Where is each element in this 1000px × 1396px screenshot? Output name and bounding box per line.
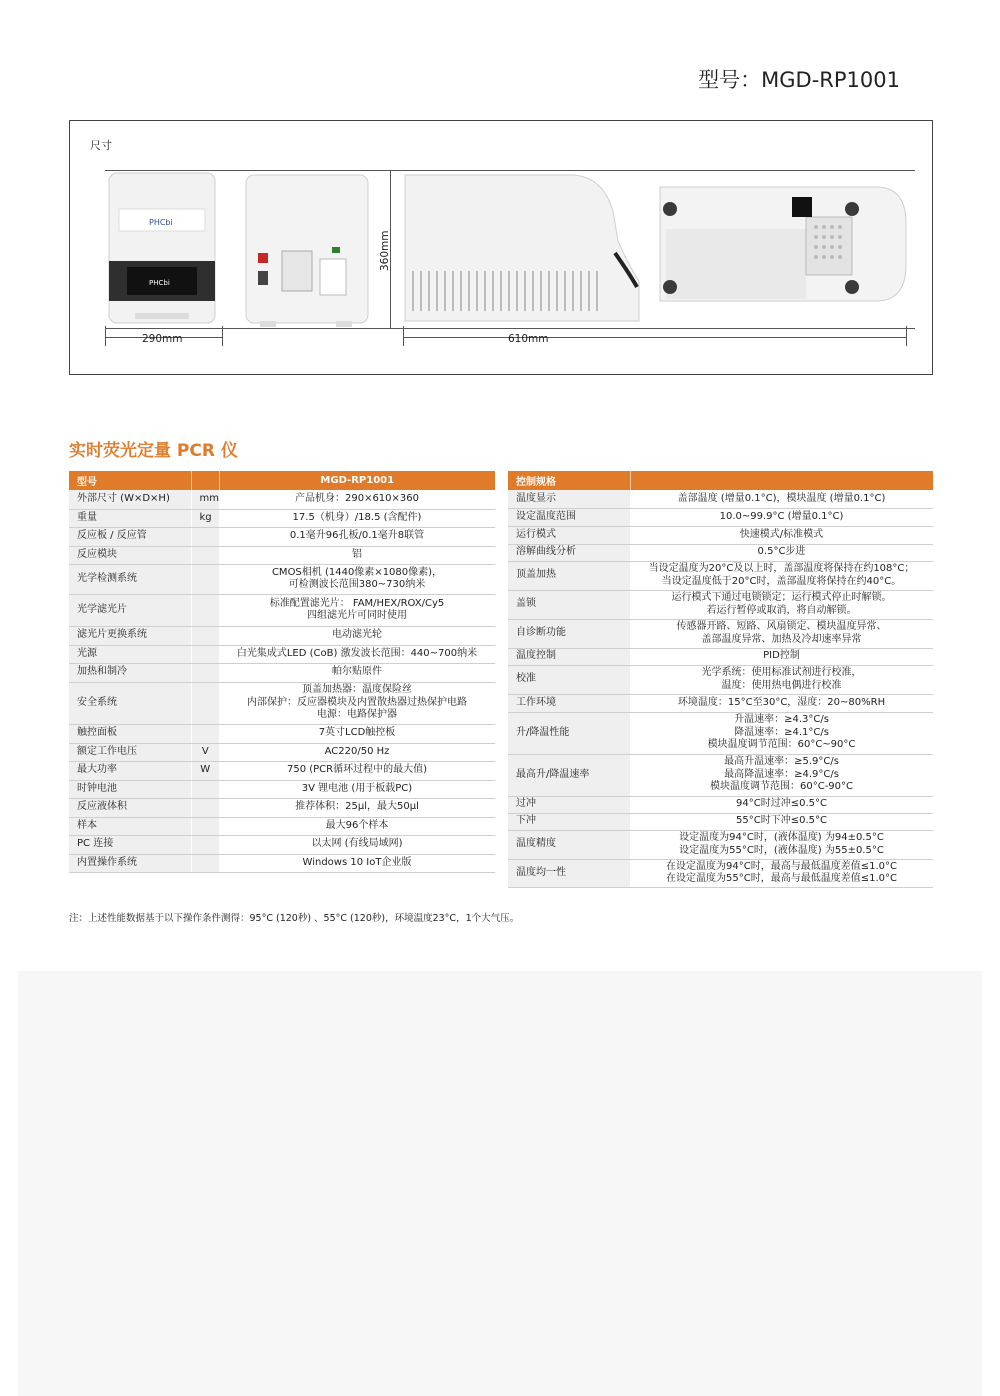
spec-unit — [191, 546, 219, 564]
spec-unit — [191, 780, 219, 798]
spec-value: 白光集成式LED (CoB) 激发波长范围：440~700纳米 — [219, 645, 495, 663]
control-value: 传感器开路、短路、风扇锁定、模块温度异常、 盖部温度异常、加热及冷却速率异常 — [630, 619, 933, 648]
header-unit — [191, 471, 219, 490]
spec-unit: W — [191, 761, 219, 780]
control-key: 设定温度范围 — [508, 508, 630, 526]
spec-table-right — [508, 471, 933, 888]
spec-key: 重量 — [69, 509, 191, 527]
table-row — [508, 712, 933, 754]
spec-value: 帕尔贴原件 — [219, 663, 495, 682]
table-row — [508, 619, 933, 648]
spec-key: 反应板 / 反应管 — [69, 527, 191, 546]
front-view-image — [105, 171, 220, 329]
control-key: 溶解曲线分析 — [508, 544, 630, 561]
depth-dimension: 610mm — [508, 333, 549, 345]
table-row — [508, 526, 933, 544]
control-value: PID控制 — [630, 648, 933, 665]
section-title: 实时荧光定量 PCR 仪 — [69, 441, 238, 461]
spec-unit — [191, 527, 219, 546]
spec-value: 推荐体积：25μl，最大50μl — [219, 798, 495, 817]
control-value: 0.5°C步进 — [630, 544, 933, 561]
spec-key: 光源 — [69, 645, 191, 663]
spec-unit — [191, 682, 219, 724]
spec-unit — [191, 835, 219, 854]
spec-value: 标准配置滤光片： FAM/HEX/ROX/Cy5 四组滤光片可同时使用 — [219, 594, 495, 626]
front-logo: PHCbi — [149, 218, 173, 227]
table-row — [69, 509, 495, 527]
spec-value: Windows 10 IoT企业版 — [219, 854, 495, 872]
table-row — [69, 564, 495, 594]
table-row — [69, 817, 495, 835]
spec-value: 3V 锂电池 (用于板载PC) — [219, 780, 495, 798]
table-row — [69, 663, 495, 682]
spec-value: 电动滤光轮 — [219, 626, 495, 645]
spec-key: 时钟电池 — [69, 780, 191, 798]
control-key: 工作环境 — [508, 694, 630, 712]
control-key: 顶盖加热 — [508, 561, 630, 590]
control-value: 55°C时下冲≤0.5°C — [630, 813, 933, 830]
table-row — [69, 527, 495, 546]
table-row — [69, 835, 495, 854]
bottom-view-image — [656, 183, 908, 305]
width-dimension: 290mm — [142, 333, 183, 345]
control-value: 设定温度为94°C时，(液体温度) 为94±0.5°C 设定温度为55°C时，(液体温度) 为55±0.5°C — [630, 830, 933, 859]
spec-unit — [191, 663, 219, 682]
spec-value: 7英寸LCD触控板 — [219, 724, 495, 743]
control-value: 运行模式下通过电锁锁定；运行模式停止时解锁。 若运行暂停或取消，将自动解锁。 — [630, 590, 933, 619]
control-value: 在设定温度为94°C时，最高与最低温度差值≤1.0°C 在设定温度为55°C时，最高与最低温度差值≤1.0°C — [630, 859, 933, 887]
spec-unit — [191, 564, 219, 594]
control-value: 94°C时过冲≤0.5°C — [630, 796, 933, 813]
control-value: 环境温度：15°C至30°C，湿度：20~80%RH — [630, 694, 933, 712]
spec-key: 安全系统 — [69, 682, 191, 724]
spec-unit — [191, 645, 219, 663]
table-row — [69, 626, 495, 645]
control-key: 盖锁 — [508, 590, 630, 619]
spec-key: 反应液体积 — [69, 798, 191, 817]
spec-unit — [191, 724, 219, 743]
spec-unit — [191, 798, 219, 817]
control-key: 温度均一性 — [508, 859, 630, 887]
header-control: 控制规格 — [508, 471, 630, 490]
control-key: 温度显示 — [508, 490, 630, 508]
spec-unit — [191, 594, 219, 626]
spec-value: 17.5（机身）/18.5 (含配件) — [219, 509, 495, 527]
table-row — [508, 490, 933, 508]
spec-table-left — [69, 471, 495, 873]
control-key: 温度精度 — [508, 830, 630, 859]
control-value: 光学系统：使用标准试剂进行校准， 温度：使用热电偶进行校准 — [630, 665, 933, 694]
screen-logo: PHCbi — [149, 279, 170, 287]
table-row — [508, 590, 933, 619]
table-row — [69, 798, 495, 817]
table-row — [508, 694, 933, 712]
dimension-label: 尺寸 — [90, 139, 112, 152]
header-model: MGD-RP1001 — [219, 471, 495, 490]
spec-value: 顶盖加热器：温度保险丝 内部保护：反应器模块及内置散热器过热保护电路 电源：电路保护器 — [219, 682, 495, 724]
control-value: 10.0~99.9°C (增量0.1°C) — [630, 508, 933, 526]
spec-value: 750 (PCR循环过程中的最大值) — [219, 761, 495, 780]
table-row — [69, 724, 495, 743]
spec-key: 光学滤光片 — [69, 594, 191, 626]
control-key: 校准 — [508, 665, 630, 694]
spec-key: 触控面板 — [69, 724, 191, 743]
table-row — [69, 490, 495, 509]
table-row — [508, 796, 933, 813]
table-row — [69, 682, 495, 724]
table-row — [508, 508, 933, 526]
spec-value: 产品机身：290×610×360 — [219, 490, 495, 509]
table-row — [69, 546, 495, 564]
control-key: 温度控制 — [508, 648, 630, 665]
blank-panel — [18, 971, 982, 1396]
spec-key: 额定工作电压 — [69, 743, 191, 761]
control-value: 当设定温度为20°C及以上时，盖部温度将保持在约108°C； 当设定温度低于20°C时，盖部温度将保持在约40°C。 — [630, 561, 933, 590]
control-key: 升/降温性能 — [508, 712, 630, 754]
control-key: 最高升/降温速率 — [508, 754, 630, 796]
control-key: 运行模式 — [508, 526, 630, 544]
control-key: 过冲 — [508, 796, 630, 813]
side-view-image — [403, 171, 643, 329]
spec-value: AC220/50 Hz — [219, 743, 495, 761]
table-row — [508, 813, 933, 830]
footnote: 注：上述性能数据基于以下操作条件测得：95°C (120秒) 、55°C (120秒)，环境温度23°C，1个大气压。 — [69, 913, 520, 924]
spec-key: 样本 — [69, 817, 191, 835]
table-row — [69, 780, 495, 798]
spec-key: 外部尺寸 (W×D×H) — [69, 490, 191, 509]
spec-value: 最大96个样本 — [219, 817, 495, 835]
spec-key: 光学检测系统 — [69, 564, 191, 594]
table-row — [69, 594, 495, 626]
spec-value: 0.1毫升96孔板/0.1毫升8联管 — [219, 527, 495, 546]
control-value: 快速模式/标准模式 — [630, 526, 933, 544]
spec-value: 以太网 (有线局域网) — [219, 835, 495, 854]
spec-unit — [191, 817, 219, 835]
table-row — [508, 830, 933, 859]
spec-value: CMOS相机 (1440像素×1080像素)， 可检测波长范围380~730纳米 — [219, 564, 495, 594]
table-row — [508, 665, 933, 694]
spec-unit: kg — [191, 509, 219, 527]
spec-key: 加热和制冷 — [69, 663, 191, 682]
table-row — [508, 544, 933, 561]
spec-key: 滤光片更换系统 — [69, 626, 191, 645]
model-title: 型号：MGD-RP1001 — [698, 68, 900, 92]
table-row — [508, 648, 933, 665]
table-row — [508, 859, 933, 887]
table-row — [508, 754, 933, 796]
control-value: 最高升温速率：≥5.9°C/s 最高降温速率：≥4.9°C/s 模块温度调节范围：60°C-90°C — [630, 754, 933, 796]
spec-key: PC 连接 — [69, 835, 191, 854]
table-row — [69, 743, 495, 761]
spec-unit: mm — [191, 490, 219, 509]
table-row — [69, 854, 495, 872]
spec-value: 铝 — [219, 546, 495, 564]
table-row — [508, 561, 933, 590]
back-view-image — [242, 171, 372, 329]
control-key: 下冲 — [508, 813, 630, 830]
header-blank — [630, 471, 933, 490]
table-row — [69, 645, 495, 663]
control-value: 升温速率：≥4.3°C/s 降温速率：≥4.1°C/s 模块温度调节范围：60°C~90°C — [630, 712, 933, 754]
dimension-panel — [69, 120, 933, 375]
spec-unit: V — [191, 743, 219, 761]
spec-unit — [191, 626, 219, 645]
table-row — [69, 761, 495, 780]
control-key: 自诊断功能 — [508, 619, 630, 648]
spec-unit — [191, 854, 219, 872]
spec-key: 最大功率 — [69, 761, 191, 780]
spec-key: 反应模块 — [69, 546, 191, 564]
header-key: 型号 — [69, 471, 191, 490]
spec-key: 内置操作系统 — [69, 854, 191, 872]
height-dimension: 360mm — [379, 230, 391, 271]
control-value: 盖部温度 (增量0.1°C)，模块温度 (增量0.1°C) — [630, 490, 933, 508]
